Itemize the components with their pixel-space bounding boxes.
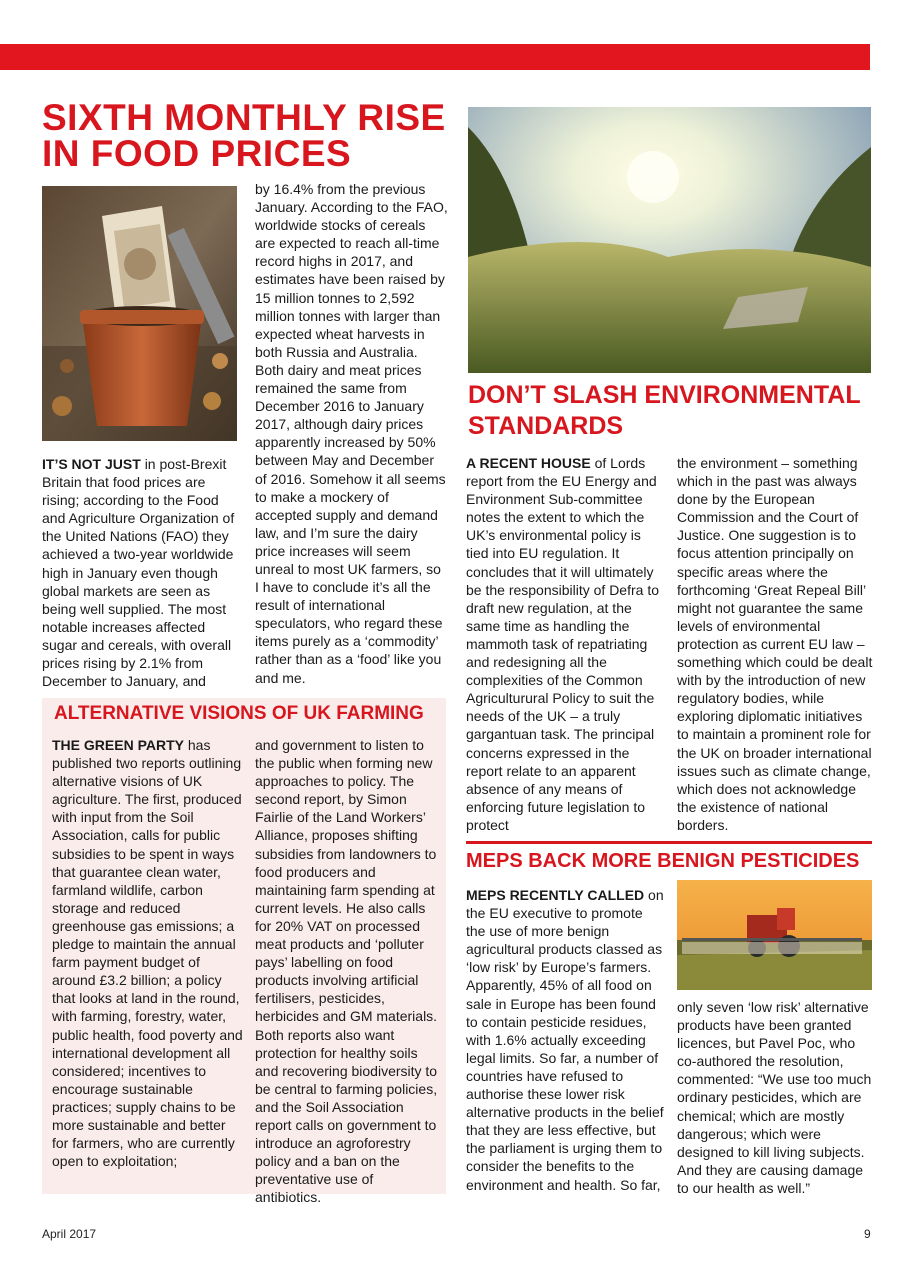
section-divider: [466, 841, 872, 844]
page-number: 9: [864, 1227, 871, 1241]
headline-environmental-standards: DON’T SLASH ENVIRONMENTAL STANDARDS: [468, 381, 861, 440]
article2-column-1: THE GREEN PARTY has published two reports outlining alternative visions of UK agriculture. The first, produced with input from the Soil Association, calls for public subsidies to be spent in ways that guarantee clean water, farmland wildlife, carbon storage and reduced greenhouse gas emissions; a pledge to maintain the annual farm payment budget of around £3.2 billion; a policy that looks at land in the round, with farming, forestry, water, public health, food poverty and international development all considered; incentives to encourage sustainable practices; supply chains to be more sustainable and better for farmers, who are currently open to exploitation;: [52, 737, 243, 1170]
article4-column-2: only seven ‘low risk’ alternative products have been granted licences, but Pavel Poc, who co-authored the resolution, commented: “We use too much ordinary pesticides, which are chemical; which are mostly dangerous; which were designed to kill living subjects. And they are causing damage to our health as well.”: [677, 999, 872, 1196]
tractor-spraying-photo: [677, 880, 872, 990]
article1-column-2: by 16.4% from the previous January. According to the FAO, worldwide stocks of cereals are expected to reach all-time record highs in 2017, and estimates have been raised by 15 million tonnes to 2,592 million tonnes with larger than expected wheat harvests in both Russia and Australia. Both dairy and meat prices remained the same from December 2016 to January 2017, although dairy prices apparently increased by 50% between May and December of 2016. Somehow it all seems to make a mockery of accepted supply and demand law, and I’m sure the dairy price increases will seem unreal to most UK farmers, so I have to conclude it’s all the result of international speculators, who regard these items purely as a ‘commodity’ rather than as a ‘food’ like you and me.: [255, 181, 448, 686]
headline-alternative-visions: ALTERNATIVE VISIONS OF UK FARMING: [54, 703, 424, 724]
article2-column-2: and government to listen to the public when forming new approaches to policy. The second report, by Simon Fairlie of the Land Workers’ Alliance, proposes shifting subsidies from landowners to food producers and maintaining farm spending at current levels. He also calls for 20% VAT on processed meat products and ‘polluter pays’ labelling on food products involving artificial fertilisers, pesticides, herbicides and GM materials. Both reports also want protection for healthy soils and recovering biodiversity to be central to farming policies, and the Soil Association report calls on government to introduce an agroforestry policy and a ban on the preventative use of antibiotics.: [255, 737, 438, 1206]
article3-column-1: A RECENT HOUSE of Lords report from the EU Energy and Environment Sub-committee notes the extent to which the UK’s environmental policy is tied into EU regulation. It concludes that it will ultimately be the responsibility of Defra to draft new regulation, at the same time as handling the mammoth task of repatriating and redesigning all the complexities of the Common Agriculturural Policy to suit the needs of the UK – a truly gargantuan task. The principal concerns expressed in the report relate to an apparent absence of any means of enforcing future legislation to protect: [466, 455, 659, 833]
top-red-bar: [0, 44, 870, 70]
footer-date: April 2017: [42, 1227, 97, 1241]
article3-column-2: the environment – something which in the past was always done by the European Commission and the Court of Justice. One suggestion is to focus attention principally on specific areas where the forthcoming ‘Great Repeal Bill’ might not guarantee the same levels of environmental protection as current EU law – something which could be dealt with by the introduction of new regulatory bodies, while exploring diplomatic initiatives to maintain a prominent role for the UK on broader international issues such as climate change, which does not acknowledge the existence of national borders.: [677, 455, 873, 833]
headline-meps-pesticides: MEPS BACK MORE BENIGN PESTICIDES: [466, 850, 860, 872]
flowerpot-banknote-photo: [42, 186, 237, 441]
article4-column-1: MEPS RECENTLY CALLED on the EU executive to promote the use of more benign agricultural products classed as ‘low risk’ by Europe’s farmers. Apparently, 45% of all food on sale in Europe has been found to contain pesticide residues, with 1.6% actually exceeding legal limits. So far, a number of countries have refused to authorise these lower risk alternative products in the belief that they are less effective, but the parliament is urging them to consider the benefits to the environment and health. So far,: [466, 887, 664, 1193]
headline-food-prices: SIXTH MONTHLY RISE IN FOOD PRICES: [42, 97, 446, 174]
article1-column-1: IT’S NOT JUST in post-Brexit Britain that food prices are rising; according to the Food and Agriculture Organization of the United Nations (FAO) they achieved a two-year worldwide high in January even though global markets are seen as being well supplied. The most notable increases affected sugar and cereals, with overall prices rising by 2.1% from December to January, and: [42, 456, 235, 690]
sunlit-valley-photo: [468, 107, 871, 373]
